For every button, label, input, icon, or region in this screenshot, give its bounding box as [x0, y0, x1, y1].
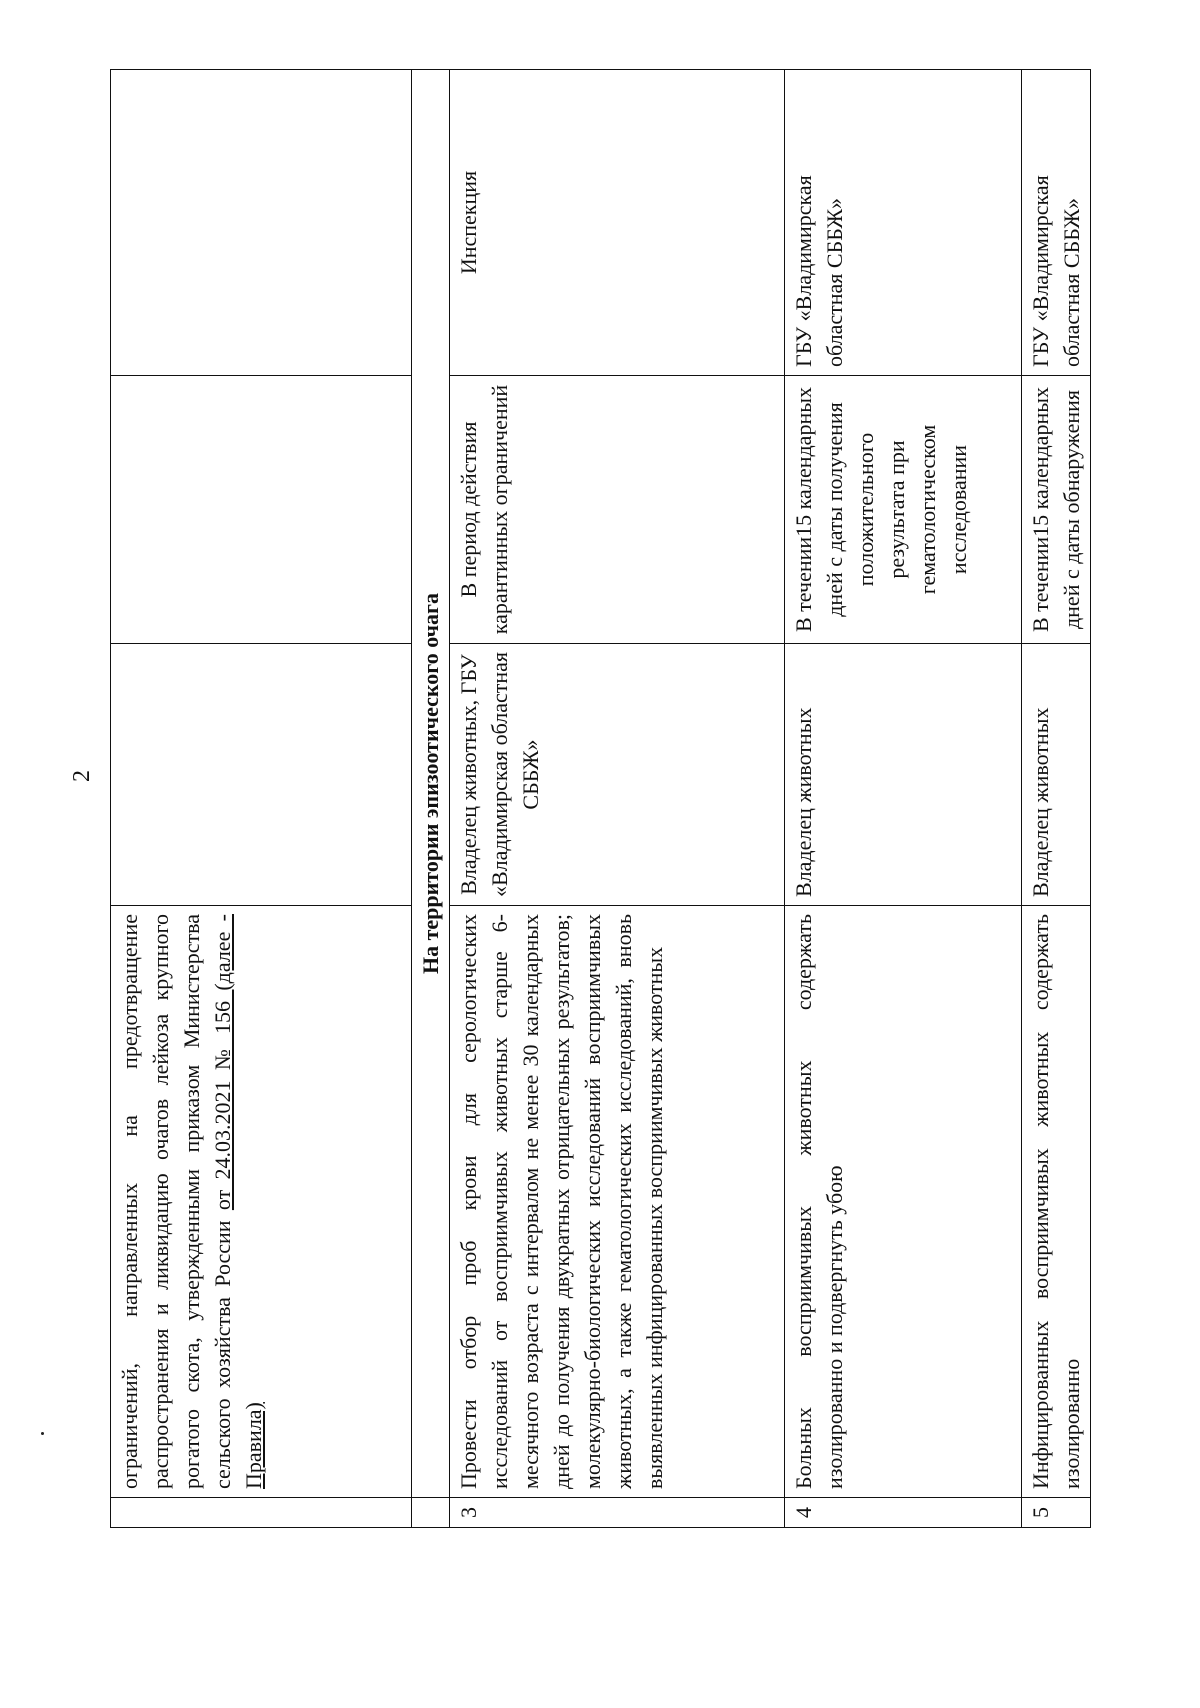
action-cell: Провести отбор проб крови для серологических исследований от восприимчивых животных старше 6-месячного возраста с интервалом не менее 30 календарных дней до получения двукратных отрицательных результатов; молекулярно-биологических исследований восприимчивых животных, а также гематологических исследований, вновь выявленных инфицированных восприимчивых животных	[450, 906, 785, 1498]
page-number: 2	[69, 770, 95, 782]
control-cell: ГБУ «Владимирская областная СББЖ»	[785, 70, 1022, 376]
action-cell: Инфицированных восприимчивых животных содержать изолированно	[1022, 906, 1091, 1498]
section-title: На территории эпизоотического очага	[412, 70, 450, 1498]
table-row	[1022, 70, 1091, 1528]
measures-table	[110, 69, 1091, 1528]
row-number-cell	[111, 1498, 412, 1528]
executor-cell: Владелец животных	[1022, 644, 1091, 906]
term-cell: В период действия карантинных ограничений	[450, 376, 785, 644]
term-cell	[111, 376, 412, 644]
table-row	[785, 70, 1022, 1528]
row-number-cell: 5	[1022, 1498, 1091, 1528]
action-cell	[111, 906, 412, 1498]
table-row-continuation	[111, 70, 412, 1528]
action-reference: от 24.03.2021 № 156 (далее - Правила)	[210, 914, 266, 1489]
control-cell	[111, 70, 412, 376]
action-text: ограничений, направленных на предотвращение распространения и ликвидацию очагов лейкоза крупного рогатого скота, утвержденными приказом Министерства сельского хозяйства России	[117, 914, 235, 1489]
rotated-table-sheet	[110, 70, 1084, 1528]
executor-cell: Владелец животных	[785, 644, 1022, 906]
executor-cell: Владелец животных, ГБУ «Владимирская областная СББЖ»	[450, 644, 785, 906]
control-cell: Инспекция	[450, 70, 785, 376]
control-cell: ГБУ «Владимирская областная СББЖ»	[1022, 70, 1091, 376]
action-cell: Больных восприимчивых животных содержать изолированно и подвергнуть убою	[785, 906, 1022, 1498]
row-number-cell: 3	[450, 1498, 785, 1528]
term-cell: В течении15 календарных дней с даты получения положительного результата при гематологическом исследовании	[785, 376, 1022, 644]
executor-cell	[111, 644, 412, 906]
section-header-row	[412, 70, 450, 1528]
row-number-cell: 4	[785, 1498, 1022, 1528]
section-number-cell	[412, 1498, 450, 1528]
scan-speck	[41, 1432, 44, 1435]
term-cell: В течении15 календарных дней с даты обнаружения	[1022, 376, 1091, 644]
table-row	[450, 70, 785, 1528]
